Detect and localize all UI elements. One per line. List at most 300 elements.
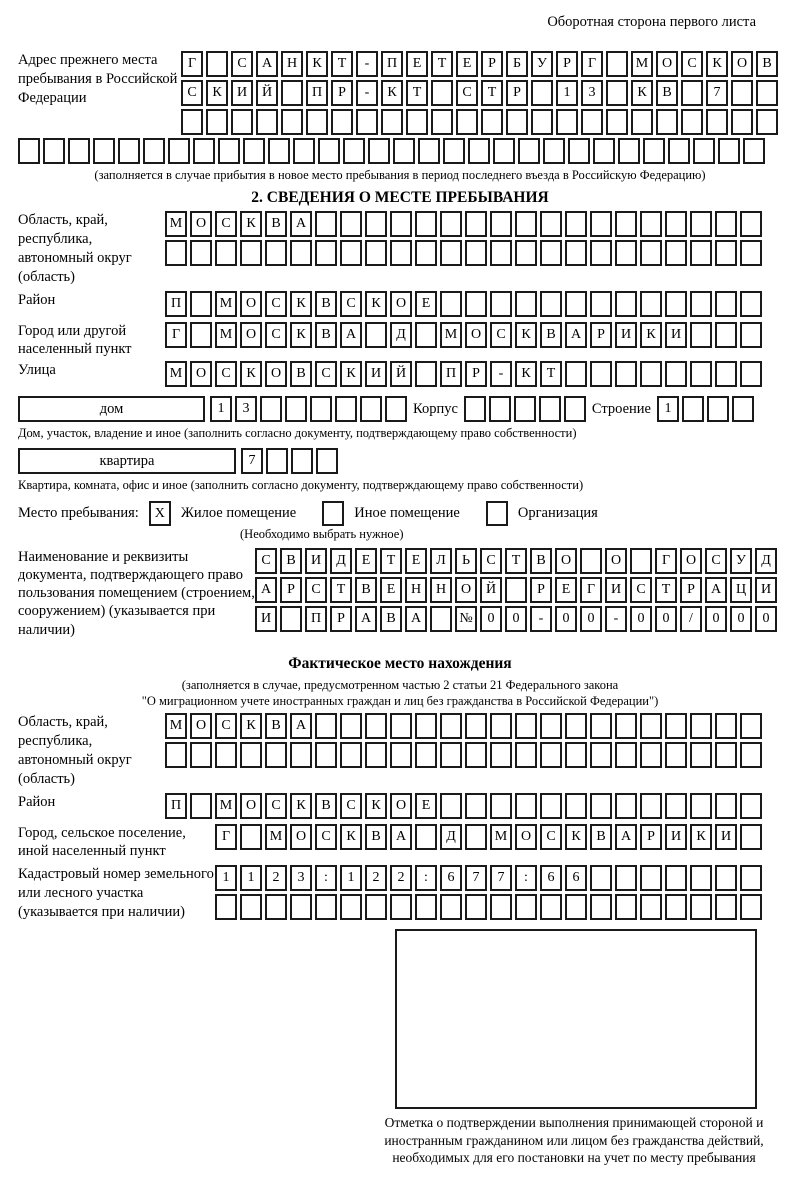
char-cell[interactable]: Р [280,577,302,603]
char-cell[interactable]: И [365,361,387,387]
char-cell[interactable] [265,894,287,920]
char-cell[interactable]: И [305,548,327,574]
char-cell[interactable] [668,138,690,164]
char-cell[interactable]: И [755,577,777,603]
char-cell[interactable]: К [565,824,587,850]
char-cell[interactable] [707,396,729,422]
char-cell[interactable] [465,742,487,768]
char-cell[interactable] [393,138,415,164]
char-cell[interactable] [360,396,382,422]
char-cell[interactable]: В [756,51,778,77]
char-cell[interactable]: А [256,51,278,77]
char-cell[interactable] [240,240,262,266]
char-cell[interactable]: К [206,80,228,106]
char-cell[interactable] [531,109,553,135]
char-cell[interactable]: К [290,793,312,819]
char-cell[interactable]: М [490,824,512,850]
char-cell[interactable]: 3 [235,396,257,422]
char-cell[interactable] [515,240,537,266]
char-cell[interactable]: К [515,322,537,348]
char-cell[interactable] [280,606,302,632]
char-cell[interactable] [206,109,228,135]
char-cell[interactable] [260,396,282,422]
char-cell[interactable]: Р [680,577,702,603]
char-cell[interactable]: А [390,824,412,850]
char-cell[interactable] [640,713,662,739]
char-cell[interactable] [440,713,462,739]
char-cell[interactable]: 1 [210,396,232,422]
char-cell[interactable] [640,793,662,819]
char-cell[interactable]: Ц [730,577,752,603]
char-cell[interactable] [515,793,537,819]
char-cell[interactable]: - [490,361,512,387]
char-cell[interactable] [690,361,712,387]
char-cell[interactable] [690,713,712,739]
char-cell[interactable]: С [480,548,502,574]
char-cell[interactable] [715,322,737,348]
char-cell[interactable] [481,109,503,135]
char-cell[interactable] [440,793,462,819]
char-cell[interactable]: В [656,80,678,106]
char-cell[interactable]: И [665,824,687,850]
char-cell[interactable]: 0 [505,606,527,632]
char-cell[interactable] [515,291,537,317]
char-cell[interactable] [468,138,490,164]
char-cell[interactable]: М [165,713,187,739]
char-cell[interactable] [690,322,712,348]
char-cell[interactable]: К [515,361,537,387]
char-cell[interactable] [540,211,562,237]
char-cell[interactable]: П [381,51,403,77]
char-cell[interactable]: Т [540,361,562,387]
char-cell[interactable] [565,713,587,739]
char-cell[interactable] [681,80,703,106]
char-cell[interactable]: Б [506,51,528,77]
char-cell[interactable] [490,291,512,317]
char-cell[interactable] [740,824,762,850]
char-cell[interactable] [415,240,437,266]
char-cell[interactable]: А [615,824,637,850]
char-cell[interactable]: В [380,606,402,632]
char-cell[interactable] [715,713,737,739]
char-cell[interactable]: А [705,577,727,603]
char-cell[interactable] [565,361,587,387]
char-cell[interactable]: 0 [705,606,727,632]
char-cell[interactable]: П [305,606,327,632]
char-cell[interactable] [168,138,190,164]
char-cell[interactable]: 7 [490,865,512,891]
char-cell[interactable] [565,793,587,819]
char-cell[interactable]: 6 [440,865,462,891]
char-cell[interactable] [243,138,265,164]
char-cell[interactable]: К [640,322,662,348]
char-cell[interactable] [665,793,687,819]
char-cell[interactable] [190,240,212,266]
char-cell[interactable] [18,138,40,164]
char-cell[interactable] [206,51,228,77]
char-cell[interactable] [640,742,662,768]
char-cell[interactable]: 6 [540,865,562,891]
char-cell[interactable]: В [265,211,287,237]
char-cell[interactable]: 1 [215,865,237,891]
char-cell[interactable]: С [681,51,703,77]
char-cell[interactable] [415,894,437,920]
char-cell[interactable] [690,865,712,891]
checkbox-organization[interactable] [486,501,508,526]
char-cell[interactable]: № [455,606,477,632]
char-cell[interactable]: И [605,577,627,603]
char-cell[interactable] [290,894,312,920]
char-cell[interactable]: С [315,824,337,850]
char-cell[interactable]: 0 [630,606,652,632]
char-cell[interactable] [430,606,452,632]
char-cell[interactable]: О [240,322,262,348]
char-cell[interactable]: 0 [480,606,502,632]
char-cell[interactable]: К [340,824,362,850]
char-cell[interactable]: С [340,793,362,819]
char-cell[interactable] [656,109,678,135]
char-cell[interactable]: Е [355,548,377,574]
char-cell[interactable] [268,138,290,164]
char-cell[interactable]: С [231,51,253,77]
char-cell[interactable]: О [555,548,577,574]
char-cell[interactable] [365,742,387,768]
char-cell[interactable] [514,396,536,422]
char-cell[interactable]: В [540,322,562,348]
char-cell[interactable] [515,742,537,768]
char-cell[interactable] [690,240,712,266]
char-cell[interactable]: С [540,824,562,850]
char-cell[interactable] [690,211,712,237]
char-cell[interactable]: В [590,824,612,850]
char-cell[interactable]: О [390,291,412,317]
char-cell[interactable]: К [290,291,312,317]
char-cell[interactable] [615,742,637,768]
char-cell[interactable] [440,894,462,920]
char-cell[interactable]: С [490,322,512,348]
char-cell[interactable] [310,396,332,422]
char-cell[interactable] [365,211,387,237]
char-cell[interactable]: К [306,51,328,77]
char-cell[interactable] [390,742,412,768]
char-cell[interactable] [715,240,737,266]
char-cell[interactable] [465,240,487,266]
char-cell[interactable]: О [265,361,287,387]
char-cell[interactable]: М [440,322,462,348]
char-cell[interactable] [365,322,387,348]
char-cell[interactable] [690,894,712,920]
char-cell[interactable] [415,211,437,237]
char-cell[interactable] [240,742,262,768]
char-cell[interactable] [365,894,387,920]
char-cell[interactable] [715,211,737,237]
char-cell[interactable] [365,713,387,739]
char-cell[interactable] [665,713,687,739]
char-cell[interactable]: И [615,322,637,348]
char-cell[interactable]: Й [480,577,502,603]
char-cell[interactable] [540,793,562,819]
char-cell[interactable] [539,396,561,422]
char-cell[interactable] [240,894,262,920]
char-cell[interactable]: С [215,361,237,387]
char-cell[interactable] [265,742,287,768]
char-cell[interactable]: Т [481,80,503,106]
char-cell[interactable] [590,361,612,387]
char-cell[interactable] [190,291,212,317]
char-cell[interactable] [490,240,512,266]
char-cell[interactable] [218,138,240,164]
char-cell[interactable]: А [290,211,312,237]
char-cell[interactable]: Т [431,51,453,77]
char-cell[interactable] [682,396,704,422]
char-cell[interactable]: Г [181,51,203,77]
char-cell[interactable] [490,793,512,819]
char-cell[interactable]: 7 [241,448,263,474]
char-cell[interactable]: С [265,291,287,317]
char-cell[interactable] [740,211,762,237]
char-cell[interactable] [740,361,762,387]
char-cell[interactable]: 3 [581,80,603,106]
char-cell[interactable]: 0 [755,606,777,632]
char-cell[interactable]: О [731,51,753,77]
char-cell[interactable] [265,240,287,266]
char-cell[interactable]: 6 [565,865,587,891]
char-cell[interactable]: 1 [340,865,362,891]
char-cell[interactable]: О [190,361,212,387]
char-cell[interactable] [515,211,537,237]
char-cell[interactable]: Ь [455,548,477,574]
char-cell[interactable] [740,865,762,891]
char-cell[interactable] [440,240,462,266]
char-cell[interactable] [443,138,465,164]
char-cell[interactable] [190,742,212,768]
char-cell[interactable]: Е [405,548,427,574]
char-cell[interactable] [440,211,462,237]
char-cell[interactable]: К [240,713,262,739]
char-cell[interactable]: С [265,322,287,348]
char-cell[interactable] [743,138,765,164]
char-cell[interactable]: И [715,824,737,850]
char-cell[interactable] [740,240,762,266]
char-cell[interactable] [290,742,312,768]
char-cell[interactable]: В [315,291,337,317]
char-cell[interactable] [390,894,412,920]
char-cell[interactable] [740,742,762,768]
char-cell[interactable] [331,109,353,135]
char-cell[interactable] [565,240,587,266]
char-cell[interactable]: М [165,211,187,237]
char-cell[interactable] [316,448,338,474]
char-cell[interactable] [665,894,687,920]
char-cell[interactable]: : [515,865,537,891]
char-cell[interactable]: С [215,713,237,739]
char-cell[interactable] [181,109,203,135]
char-cell[interactable] [531,80,553,106]
char-cell[interactable]: Р [330,606,352,632]
char-cell[interactable] [256,109,278,135]
char-cell[interactable]: О [680,548,702,574]
char-cell[interactable] [715,742,737,768]
char-cell[interactable] [315,240,337,266]
char-cell[interactable]: С [705,548,727,574]
char-cell[interactable] [340,211,362,237]
char-cell[interactable] [431,109,453,135]
char-cell[interactable]: К [240,361,262,387]
char-cell[interactable] [343,138,365,164]
char-cell[interactable] [590,894,612,920]
char-cell[interactable] [240,824,262,850]
char-cell[interactable] [43,138,65,164]
char-cell[interactable] [643,138,665,164]
char-cell[interactable] [556,109,578,135]
char-cell[interactable] [665,742,687,768]
char-cell[interactable] [665,240,687,266]
char-cell[interactable] [515,713,537,739]
char-cell[interactable] [193,138,215,164]
char-cell[interactable]: Й [256,80,278,106]
char-cell[interactable]: Д [330,548,352,574]
char-cell[interactable] [615,793,637,819]
char-cell[interactable] [390,240,412,266]
char-cell[interactable] [606,109,628,135]
char-cell[interactable] [732,396,754,422]
char-cell[interactable] [615,894,637,920]
char-cell[interactable]: 3 [290,865,312,891]
char-cell[interactable] [665,865,687,891]
char-cell[interactable]: 1 [556,80,578,106]
char-cell[interactable] [315,742,337,768]
char-cell[interactable]: 2 [265,865,287,891]
char-cell[interactable]: Р [556,51,578,77]
char-cell[interactable]: Т [406,80,428,106]
char-cell[interactable]: Т [330,577,352,603]
char-cell[interactable]: У [531,51,553,77]
char-cell[interactable]: Е [406,51,428,77]
char-cell[interactable] [306,109,328,135]
char-cell[interactable] [415,742,437,768]
char-cell[interactable]: С [265,793,287,819]
char-cell[interactable] [431,80,453,106]
char-cell[interactable] [490,742,512,768]
char-cell[interactable] [640,865,662,891]
char-cell[interactable]: Д [755,548,777,574]
char-cell[interactable]: К [365,291,387,317]
char-cell[interactable] [690,291,712,317]
char-cell[interactable]: Д [440,824,462,850]
char-cell[interactable] [165,240,187,266]
char-cell[interactable] [568,138,590,164]
checkbox-other-premises[interactable] [322,501,344,526]
char-cell[interactable] [490,894,512,920]
char-cell[interactable] [606,51,628,77]
char-cell[interactable] [740,713,762,739]
char-cell[interactable] [693,138,715,164]
char-cell[interactable] [315,894,337,920]
char-cell[interactable]: В [280,548,302,574]
char-cell[interactable] [731,109,753,135]
char-cell[interactable]: Л [430,548,452,574]
char-cell[interactable] [493,138,515,164]
char-cell[interactable] [590,793,612,819]
checkbox-residential[interactable]: X [149,501,171,526]
char-cell[interactable] [190,322,212,348]
char-cell[interactable] [143,138,165,164]
char-cell[interactable] [190,793,212,819]
char-cell[interactable] [681,109,703,135]
char-cell[interactable] [665,361,687,387]
char-cell[interactable] [315,713,337,739]
char-cell[interactable] [506,109,528,135]
char-cell[interactable]: О [515,824,537,850]
char-cell[interactable] [340,894,362,920]
char-cell[interactable]: Н [430,577,452,603]
char-cell[interactable]: С [630,577,652,603]
char-cell[interactable] [68,138,90,164]
char-cell[interactable]: Н [281,51,303,77]
char-cell[interactable] [615,291,637,317]
char-cell[interactable]: К [290,322,312,348]
char-cell[interactable]: А [405,606,427,632]
char-cell[interactable]: К [340,361,362,387]
char-cell[interactable] [465,824,487,850]
char-cell[interactable] [465,291,487,317]
char-cell[interactable]: - [356,51,378,77]
char-cell[interactable] [665,211,687,237]
char-cell[interactable] [390,211,412,237]
char-cell[interactable] [356,109,378,135]
char-cell[interactable]: 0 [655,606,677,632]
char-cell[interactable] [640,894,662,920]
char-cell[interactable] [640,240,662,266]
char-cell[interactable]: Р [465,361,487,387]
char-cell[interactable] [93,138,115,164]
char-cell[interactable]: 7 [465,865,487,891]
char-cell[interactable] [593,138,615,164]
char-cell[interactable]: - [530,606,552,632]
char-cell[interactable] [630,548,652,574]
char-cell[interactable]: П [165,793,187,819]
char-cell[interactable] [731,80,753,106]
char-cell[interactable] [281,80,303,106]
char-cell[interactable] [505,577,527,603]
char-cell[interactable] [281,109,303,135]
char-cell[interactable]: К [365,793,387,819]
char-cell[interactable]: 7 [706,80,728,106]
char-cell[interactable]: 0 [730,606,752,632]
char-cell[interactable] [215,240,237,266]
char-cell[interactable]: С [255,548,277,574]
char-cell[interactable]: К [690,824,712,850]
char-cell[interactable]: А [290,713,312,739]
char-cell[interactable] [456,109,478,135]
char-cell[interactable]: : [415,865,437,891]
char-cell[interactable]: С [340,291,362,317]
char-cell[interactable]: Т [331,51,353,77]
char-cell[interactable] [440,291,462,317]
char-cell[interactable] [590,240,612,266]
char-cell[interactable]: - [605,606,627,632]
char-cell[interactable] [718,138,740,164]
char-cell[interactable]: И [665,322,687,348]
char-cell[interactable] [740,793,762,819]
char-cell[interactable]: О [190,211,212,237]
char-cell[interactable]: Е [415,793,437,819]
char-cell[interactable] [490,713,512,739]
char-cell[interactable] [318,138,340,164]
char-cell[interactable]: А [565,322,587,348]
char-cell[interactable]: 0 [580,606,602,632]
char-cell[interactable]: А [355,606,377,632]
